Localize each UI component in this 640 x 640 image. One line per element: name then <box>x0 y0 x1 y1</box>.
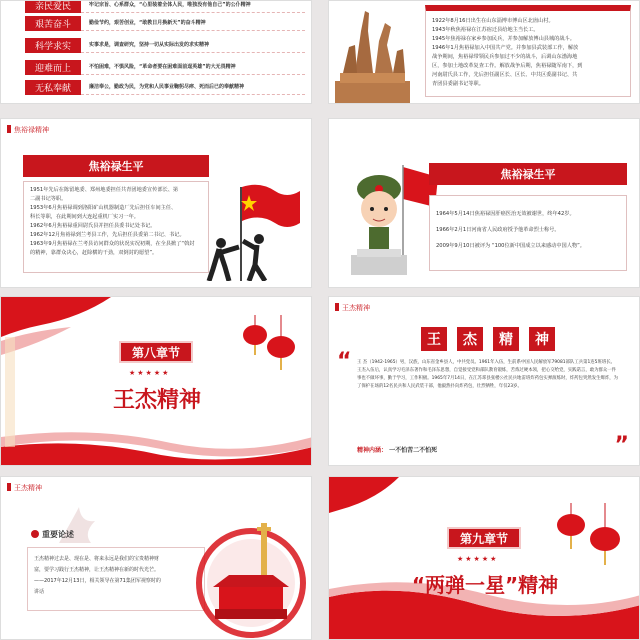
slide-jiao-yulu-early-life[interactable] <box>328 0 640 104</box>
line: 讲话 <box>34 589 45 595</box>
line: ——2017年12月13日，相关领导在第71集团军视察时的 <box>34 578 161 584</box>
tiananmen-illustration <box>189 517 312 640</box>
statue-illustration <box>335 1 415 104</box>
section-header: 焦裕禄精神 <box>7 125 49 135</box>
bullet-icon <box>31 530 39 538</box>
lantern-icon <box>241 315 301 375</box>
list-item <box>25 37 305 53</box>
tag: 艰苦奋斗 <box>25 16 81 31</box>
slide-jiao-yulu-biography-1[interactable] <box>0 118 312 288</box>
biography-box <box>429 195 627 271</box>
soldier-cartoon-illustration <box>343 159 439 279</box>
line: 战争期间，焦裕禄带领民兵参加过不少的战斗，后调山东渤海地 <box>432 54 578 60</box>
slide-wang-jie-quote[interactable] <box>0 476 312 640</box>
connotation-value: 一不怕苦二不怕死 <box>389 447 438 454</box>
connotation-label: 精神内涵： <box>357 447 388 454</box>
line: 河南尉氏县工作，先后担任副区长、区长、中共区委副书记、共 <box>432 72 578 78</box>
chapter-label: 第九章节 <box>447 527 521 549</box>
line: 1946年1月焦裕禄加入中国共产党。并参加县武装部工作，解放 <box>432 45 579 51</box>
line: 1964年5月14日焦裕禄因肝癌医治无效被谢世，终年42岁。 <box>436 211 575 217</box>
flag-raising-illustration <box>205 177 305 281</box>
line: 1951年先后在陈留地委、郑州地委担任共青团地委宣传部长、第 <box>30 187 179 193</box>
stars-decoration: ★★★★★ <box>129 369 171 377</box>
list-item <box>25 0 305 13</box>
line: 青团县委副书记等职。 <box>432 81 484 87</box>
line: 王杰精神过去是、现在是、将来永远是我们的宝贵精神财 <box>34 556 160 562</box>
quote-box <box>27 547 205 611</box>
chapter-label: 第八章节 <box>119 341 193 363</box>
line: 区，参加土地改革复查工作。解放战争后期，焦裕禄随军南下，到 <box>432 63 583 69</box>
line: 1963年9月焦裕禄在兰考县访问群众的状况实况初期，在全县掀了“斡封 <box>30 241 195 247</box>
chapter-title: “两弹一星”精神 <box>411 573 559 597</box>
slide-title: 焦裕禄生平 <box>23 155 209 177</box>
line: 1966年2月1日河南省人民政府授予他革命烈士称号。 <box>436 227 560 233</box>
tag: 亲民爱民 <box>25 0 81 13</box>
title-char: 杰 <box>457 327 483 351</box>
title-char: 王 <box>421 327 447 351</box>
chapter-title: 王杰精神 <box>112 388 201 413</box>
list-item <box>25 59 305 75</box>
heading-text: 重要论述 <box>42 530 74 539</box>
section-header: 王杰精神 <box>335 303 370 313</box>
line: 1953年6月焦裕禄调到洛阳矿山机器制造厂先后担任车间主任、 <box>30 205 177 211</box>
line: 1943年秋焦裕禄在江苏宿迁县给地主当长工。 <box>432 27 539 33</box>
line: 富，要学习践行王杰精神，让王杰精神在新的时代光芒。 <box>34 567 160 573</box>
tag: 无私奉献 <box>25 80 81 95</box>
biography-text: 王 杰（1942-1965）男，汉族，山东省金乡县人，中共党员。1961年入伍，生前系中国人民解放军79081部队工兵第1连5班班长。王杰入伍后，认真学习毛泽东著作和毛泽东思想，自觉接受党和部队教育锻炼，苦炼过硬本领，把心交给党，实践诺言，敢为群众一件事也不做坏事，勤于学习，工作积极。1965年7月14日，在江苏邳县张楼公社民兵地雷班炸药包实弹演练时，炸药包突然发生爆炸，为了保护在场的12名民兵和人民武装干部，他毅然扑向炸药包，壮烈牺牲，年仅23岁。 <box>357 360 619 389</box>
title-char: 精 <box>493 327 519 351</box>
line: 2009年9月10日被评为 “100位新中国成立以来感动中国人物”。 <box>436 243 585 249</box>
line: 1922年8月16日出生在山东淄博市博山区北崮山村。 <box>432 18 554 24</box>
slide-title: 焦裕禄生平 <box>429 163 627 185</box>
stars-decoration: ★★★★★ <box>457 555 499 563</box>
description: 实事求是，调查研究，坚持一切从实际出发的求实精神 <box>81 38 305 53</box>
section-header: 王杰精神 <box>7 483 42 493</box>
line: 1962年12月焦裕禄到兰考县工作，先后担任县委第二书记、书记。 <box>30 232 185 238</box>
close-quote-icon: ” <box>614 433 629 458</box>
description: 廉洁奉公，勤政为民，为党和人民事业鞠躬尽瘁、死而后已的奉献精神 <box>81 80 305 95</box>
slide-chapter-9-cover[interactable] <box>328 476 640 640</box>
tag: 迎难而上 <box>25 60 81 75</box>
description: 牢记宗旨、心系群众，“心里装着全体人民，唯独没有他自己”的公仆精神 <box>81 0 305 13</box>
line: 的精神，靠群众决心，赶除横的干劲，双倒封的愿望”。 <box>30 250 158 256</box>
line: 科长等职，在此期间到大连起重机厂实习一年。 <box>30 214 139 220</box>
title-char: 神 <box>529 327 555 351</box>
slide-jiao-yulu-spirit-list[interactable] <box>0 0 312 104</box>
list-item <box>25 15 305 31</box>
description: 不怕困难，不惧风险，“革命者要在困难面前逞英雄”的大无畏精神 <box>81 60 305 75</box>
lantern-icon <box>551 503 631 573</box>
open-quote-icon: “ <box>337 349 352 374</box>
slide-jiao-yulu-biography-2[interactable] <box>328 118 640 288</box>
list-item <box>25 79 305 95</box>
biography-box <box>23 181 209 273</box>
description: 勤俭节约，艰苦创业，“敢教日月换新天”的奋斗精神 <box>81 16 305 31</box>
slide-wang-jie-intro[interactable] <box>328 296 640 466</box>
tag: 科学求实 <box>25 38 81 53</box>
line: 二副书记等职。 <box>30 196 67 202</box>
quote-heading <box>31 529 74 540</box>
line: 1945年焦裕禄在家乡参加民兵，并参加解放博山县城的战斗。 <box>432 36 575 42</box>
spirit-connotation <box>357 445 437 454</box>
slide-chapter-8-cover[interactable] <box>0 296 312 466</box>
timeline-box <box>425 5 631 97</box>
line: 1962年6月焦裕禄重回尉氏县并担任县委书记处书记。 <box>30 223 156 229</box>
title-characters <box>421 327 555 351</box>
